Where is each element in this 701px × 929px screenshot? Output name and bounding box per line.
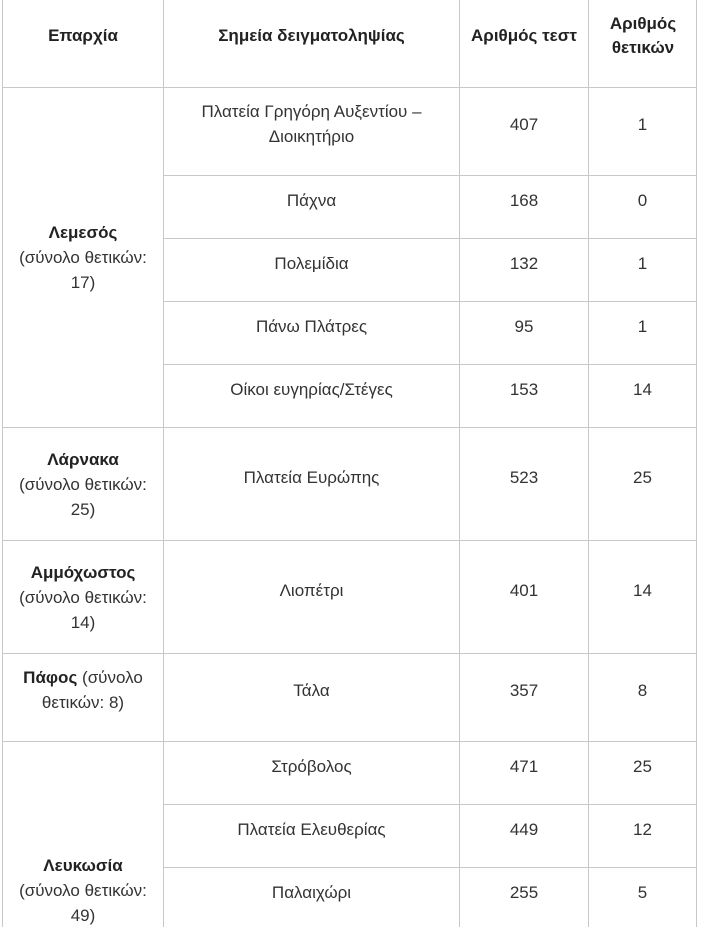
site-cell: Πάνω Πλάτρες	[255, 316, 368, 336]
region-note: (σύνολο θετικών: 49)	[19, 881, 147, 925]
tests-cell: 407	[509, 114, 539, 134]
region-name: Λάρνακα	[47, 449, 119, 469]
header-positives: Αριθμός θετικών	[609, 14, 677, 57]
tests-cell: 132	[509, 253, 539, 273]
region-cell-paphos	[8, 654, 158, 726]
positives-cell: 0	[637, 190, 648, 210]
positives-cell: 12	[633, 819, 652, 839]
region-note: (σύνολο θετικών: 25)	[19, 474, 147, 519]
region-name: Λευκωσία	[43, 856, 123, 875]
site-cell: Οίκοι ευγηρίας/Στέγες	[230, 379, 393, 399]
site-cell: Στρόβολος	[271, 756, 352, 776]
site-cell: Πλατεία Γρηγόρη Αυξεντίου – Διοικητήριο	[201, 102, 422, 146]
region-name: Λεμεσός	[48, 223, 118, 242]
tests-cell: 523	[509, 467, 539, 487]
site-cell: Πάχνα	[286, 190, 337, 210]
tests-cell: 255	[509, 882, 539, 902]
header-tests: Αριθμός τεστ	[471, 26, 577, 45]
site-cell: Πλατεία Ελευθερίας	[237, 819, 386, 839]
site-cell: Πολεμίδια	[274, 253, 349, 273]
header-sites: Σημεία δειγματοληψίας	[218, 26, 405, 45]
positives-cell: 1	[637, 114, 648, 134]
positives-cell: 8	[637, 680, 648, 700]
region-note: (σύνολο θετικών: 14)	[19, 587, 147, 632]
site-cell: Τάλα	[293, 680, 330, 700]
site-cell: Λιοπέτρι	[279, 580, 344, 600]
tests-cell: 357	[509, 680, 539, 700]
site-cell: Παλαιχώρι	[271, 882, 352, 902]
positives-cell: 25	[633, 756, 652, 776]
positives-cell: 1	[637, 316, 648, 336]
region-cell-nicosia	[8, 853, 158, 929]
tests-cell: 401	[509, 580, 539, 600]
tests-cell: 449	[509, 819, 539, 839]
header-region: Επαρχία	[48, 26, 118, 45]
positives-cell: 14	[633, 580, 652, 600]
tests-cell: 471	[509, 756, 539, 776]
tests-cell: 153	[509, 379, 539, 399]
tests-cell: 95	[514, 316, 534, 336]
region-name: Αμμόχωστος	[30, 562, 136, 582]
positives-cell: 14	[633, 379, 652, 399]
region-note: (σύνολο θετικών: 8)	[41, 668, 143, 712]
positives-cell: 5	[637, 882, 648, 902]
site-cell: Πλατεία Ευρώπης	[243, 467, 380, 487]
positives-cell: 1	[637, 253, 648, 273]
tests-cell: 168	[509, 190, 539, 210]
region-cell-limassol	[8, 88, 158, 427]
region-name: Πάφος	[23, 668, 78, 687]
region-note: (σύνολο θετικών: 17)	[19, 248, 147, 292]
region-cell-larnaca	[8, 428, 158, 540]
region-cell-famagusta	[8, 541, 158, 653]
positives-cell: 25	[633, 467, 652, 487]
